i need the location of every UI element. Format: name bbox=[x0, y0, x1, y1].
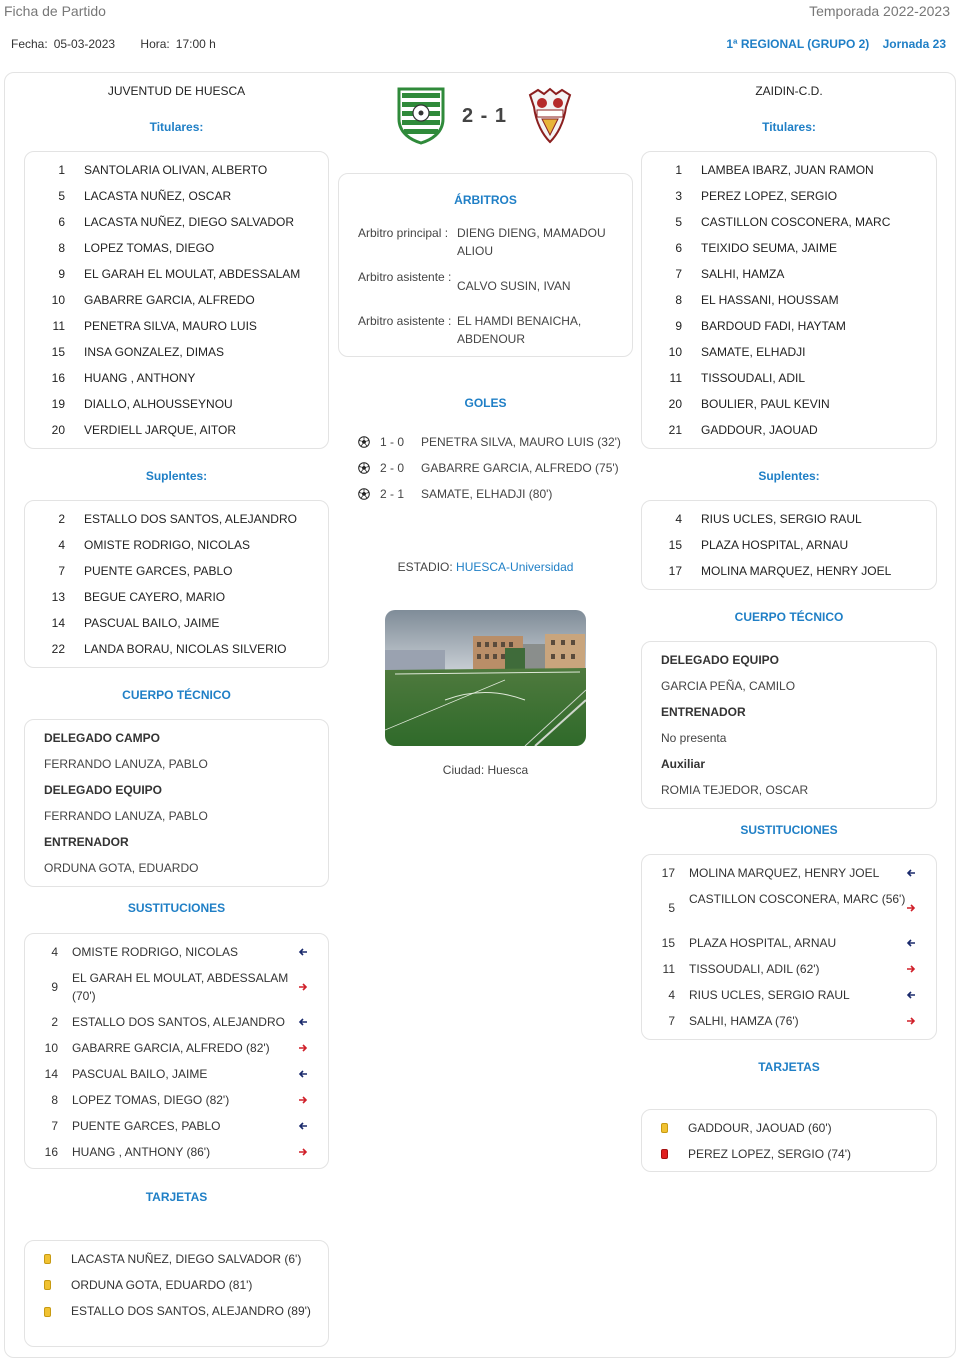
yellow-card-icon bbox=[661, 1123, 668, 1133]
player-name: SAMATE, ELHADJI bbox=[701, 345, 806, 359]
player-row bbox=[642, 506, 936, 532]
arrow-left-icon bbox=[298, 1121, 308, 1131]
player-name: HUANG , ANTHONY (86') bbox=[72, 1145, 211, 1159]
arrow-right-icon bbox=[298, 1147, 308, 1157]
yellow-card-icon bbox=[44, 1307, 51, 1317]
player-number: 3 bbox=[675, 189, 682, 203]
player-number: 4 bbox=[58, 538, 65, 552]
player-number: 5 bbox=[58, 189, 65, 203]
player-row bbox=[25, 391, 328, 417]
player-name: TISSOUDALI, ADIL (62') bbox=[689, 962, 820, 976]
player-number: 17 bbox=[668, 564, 682, 578]
player-number: 11 bbox=[662, 962, 675, 976]
staff-role: DELEGADO EQUIPO bbox=[44, 783, 163, 797]
player-number: 21 bbox=[668, 423, 682, 437]
player-number: 7 bbox=[58, 564, 65, 578]
player-name: GABARRE GARCIA, ALFREDO (82') bbox=[72, 1041, 270, 1055]
arrow-right-icon bbox=[906, 964, 916, 974]
player-row bbox=[25, 610, 328, 636]
player-name: LAMBEA IBARZ, JUAN RAMON bbox=[701, 163, 874, 177]
away-substitutions-list bbox=[641, 854, 937, 1040]
substitution-row bbox=[642, 930, 936, 956]
date-label: Fecha: bbox=[11, 37, 48, 51]
home-subs-list bbox=[24, 500, 329, 668]
season-label: Temporada 2022-2023 bbox=[809, 3, 950, 19]
staff-role: DELEGADO CAMPO bbox=[44, 731, 161, 745]
match-info-bar bbox=[11, 37, 946, 53]
player-row bbox=[25, 261, 328, 287]
staff-member: ORDUNA GOTA, EDUARDO bbox=[44, 861, 199, 875]
referee-row bbox=[358, 224, 622, 264]
player-number: 14 bbox=[51, 616, 65, 630]
player-name: VERDIELL JARQUE, AITOR bbox=[84, 423, 237, 437]
goals-list bbox=[338, 429, 633, 509]
substitution-row bbox=[25, 1139, 328, 1165]
staff-role: ENTRENADOR bbox=[44, 835, 129, 849]
player-row bbox=[642, 339, 936, 365]
substitution-row bbox=[25, 1035, 328, 1061]
card-row bbox=[642, 1115, 936, 1141]
yellow-card-icon bbox=[44, 1280, 51, 1290]
player-number: 7 bbox=[668, 1014, 675, 1028]
away-starters-title: Titulares: bbox=[762, 120, 816, 134]
player-number: 4 bbox=[51, 945, 58, 959]
away-cards-title: TARJETAS bbox=[758, 1060, 820, 1074]
yellow-card-icon bbox=[44, 1254, 51, 1264]
home-cards-list bbox=[24, 1240, 329, 1347]
player-number: 11 bbox=[669, 371, 682, 385]
player-name: INSA GONZALEZ, DIMAS bbox=[84, 345, 225, 359]
player-name: DIALLO, ALHOUSSEYNOU bbox=[84, 397, 233, 411]
player-row bbox=[642, 532, 936, 558]
referee-name: EL HAMDI BENAICHA, ABDENOUR bbox=[457, 314, 582, 346]
player-row bbox=[25, 157, 328, 183]
player-row bbox=[642, 209, 936, 235]
player-name: TISSOUDALI, ADIL bbox=[701, 371, 806, 385]
player-name: ESTALLO DOS SANTOS, ALEJANDRO bbox=[72, 1015, 285, 1029]
player-row bbox=[25, 235, 328, 261]
player-number: 19 bbox=[51, 397, 65, 411]
staff-member: FERRANDO LANUZA, PABLO bbox=[44, 757, 208, 771]
player-name: PLAZA HOSPITAL, ARNAU bbox=[701, 538, 849, 552]
player-row bbox=[25, 313, 328, 339]
staff-member: No presenta bbox=[661, 731, 727, 745]
staff-member: GARCIA PEÑA, CAMILO bbox=[661, 679, 796, 693]
substitution-row bbox=[642, 1008, 936, 1034]
player-row bbox=[25, 287, 328, 313]
player-name: ESTALLO DOS SANTOS, ALEJANDRO (89') bbox=[71, 1304, 311, 1318]
arrow-right-icon bbox=[298, 1043, 308, 1053]
substitution-row bbox=[25, 1087, 328, 1113]
home-team-name: JUVENTUD DE HUESCA bbox=[107, 84, 246, 98]
stadium-label: ESTADIO: bbox=[397, 560, 453, 574]
referee-role: Arbitro principal : bbox=[358, 226, 449, 240]
player-number: 20 bbox=[668, 397, 682, 411]
stadium-link[interactable]: HUESCA-Universidad bbox=[456, 560, 574, 574]
substitution-row bbox=[642, 982, 936, 1008]
player-row bbox=[642, 313, 936, 339]
player-number: 7 bbox=[51, 1119, 58, 1133]
substitution-row bbox=[25, 1061, 328, 1087]
player-name: PASCUAL BAILO, JAIME bbox=[72, 1067, 208, 1081]
player-number: 6 bbox=[675, 241, 682, 255]
referee-role: Arbitro asistente : bbox=[358, 270, 452, 284]
arrow-right-icon bbox=[298, 1095, 308, 1105]
match-center-column bbox=[338, 73, 633, 1353]
player-number: 20 bbox=[51, 423, 65, 437]
card-row bbox=[642, 1141, 936, 1167]
match-time: 17:00 h bbox=[175, 37, 216, 51]
home-subs-title: Suplentes: bbox=[145, 469, 208, 483]
player-name: LOPEZ TOMAS, DIEGO (82') bbox=[72, 1093, 230, 1107]
home-substitutions-title: SUSTITUCIONES bbox=[127, 901, 226, 915]
player-name: RIUS UCLES, SERGIO RAUL bbox=[689, 988, 850, 1002]
arrow-right-icon bbox=[906, 903, 916, 913]
referee-row bbox=[358, 312, 622, 352]
page-title: Ficha de Partido bbox=[4, 3, 106, 19]
player-name: CASTILLON COSCONERA, MARC bbox=[701, 215, 891, 229]
arrow-left-icon bbox=[906, 938, 916, 948]
player-number: 22 bbox=[51, 642, 65, 656]
player-name: LACASTA NUÑEZ, OSCAR bbox=[84, 189, 232, 203]
player-row bbox=[642, 391, 936, 417]
goal-scorer: SAMATE, ELHADJI (80') bbox=[421, 487, 553, 501]
substitution-row bbox=[642, 860, 936, 886]
player-number: 17 bbox=[661, 866, 675, 880]
player-name: MOLINA MARQUEZ, HENRY JOEL bbox=[701, 564, 892, 578]
player-row bbox=[25, 339, 328, 365]
player-number: 2 bbox=[58, 512, 65, 526]
home-team-crest-icon bbox=[395, 85, 447, 145]
substitution-row bbox=[25, 1113, 328, 1139]
page-header bbox=[4, 3, 950, 21]
arrow-right-icon bbox=[298, 982, 308, 992]
substitution-row bbox=[642, 956, 936, 982]
arrow-right-icon bbox=[906, 1016, 916, 1026]
player-name: CASTILLON COSCONERA, MARC (56') bbox=[689, 892, 906, 906]
player-name: ORDUNA GOTA, EDUARDO (81') bbox=[71, 1278, 253, 1292]
away-substitutions-title: SUSTITUCIONES bbox=[740, 823, 838, 837]
player-row bbox=[25, 209, 328, 235]
player-number: 9 bbox=[675, 319, 682, 333]
player-row bbox=[642, 261, 936, 287]
home-cards-title: TARJETAS bbox=[145, 1190, 208, 1204]
player-name: PUENTE GARCES, PABLO bbox=[84, 564, 233, 578]
player-name: PASCUAL BAILO, JAIME bbox=[84, 616, 220, 630]
player-row bbox=[25, 365, 328, 391]
player-row bbox=[25, 506, 328, 532]
arrow-left-icon bbox=[298, 947, 308, 957]
substitution-row bbox=[25, 965, 328, 1009]
player-name: BOULIER, PAUL KEVIN bbox=[701, 397, 830, 411]
away-starters-list bbox=[641, 151, 937, 449]
away-team-crest-icon bbox=[524, 85, 576, 145]
away-subs-title: Suplentes: bbox=[758, 469, 820, 483]
referee-name: CALVO SUSIN, IVAN bbox=[457, 279, 571, 293]
player-number: 8 bbox=[675, 293, 682, 307]
player-number: 1 bbox=[58, 163, 65, 177]
arrow-left-icon bbox=[906, 868, 916, 878]
player-name: PEREZ LOPEZ, SERGIO (74') bbox=[688, 1147, 851, 1161]
player-number: 7 bbox=[675, 267, 682, 281]
home-team-column bbox=[24, 73, 329, 1353]
player-name: OMISTE RODRIGO, NICOLAS bbox=[72, 945, 239, 959]
substitution-row bbox=[25, 1009, 328, 1035]
player-name: EL GARAH EL MOULAT, ABDESSALAM bbox=[84, 267, 301, 281]
goal-score: 2 - 1 bbox=[380, 487, 405, 501]
player-number: 5 bbox=[668, 901, 675, 915]
player-number: 2 bbox=[51, 1015, 58, 1029]
player-name: GABARRE GARCIA, ALFREDO bbox=[84, 293, 255, 307]
player-number: 10 bbox=[668, 345, 682, 359]
final-score: 2 - 1 bbox=[462, 105, 508, 127]
player-name: ESTALLO DOS SANTOS, ALEJANDRO bbox=[84, 512, 297, 526]
round-link[interactable]: Jornada 23 bbox=[882, 37, 946, 51]
arrow-left-icon bbox=[298, 1017, 308, 1027]
soccer-ball-icon bbox=[358, 462, 370, 474]
player-number: 6 bbox=[58, 215, 65, 229]
away-subs-list bbox=[641, 500, 937, 590]
player-name: SANTOLARIA OLIVAN, ALBERTO bbox=[84, 163, 268, 177]
player-number: 16 bbox=[51, 371, 65, 385]
player-name: LANDA BORAU, NICOLAS SILVERIO bbox=[84, 642, 287, 656]
card-row bbox=[25, 1298, 328, 1342]
player-number: 15 bbox=[51, 345, 65, 359]
substitution-row bbox=[642, 886, 936, 930]
player-row bbox=[642, 558, 936, 584]
city-label: Ciudad: Huesca bbox=[442, 763, 529, 777]
player-name: OMISTE RODRIGO, NICOLAS bbox=[84, 538, 251, 552]
referee-name: DIENG DIENG, MAMADOU ALIOU bbox=[457, 226, 606, 258]
player-name: LACASTA NUÑEZ, DIEGO SALVADOR bbox=[84, 215, 295, 229]
player-name: GADDOUR, JAOUAD (60') bbox=[688, 1121, 832, 1135]
player-number: 13 bbox=[51, 590, 65, 604]
away-staff-list bbox=[641, 641, 937, 809]
goal-score: 2 - 0 bbox=[380, 461, 405, 475]
player-name: PUENTE GARCES, PABLO bbox=[72, 1119, 221, 1133]
player-number: 14 bbox=[44, 1067, 58, 1081]
home-substitutions-list bbox=[24, 933, 329, 1169]
staff-member: FERRANDO LANUZA, PABLO bbox=[44, 809, 208, 823]
player-number: 1 bbox=[675, 163, 682, 177]
staff-role: DELEGADO EQUIPO bbox=[661, 653, 780, 667]
player-name: PEREZ LOPEZ, SERGIO bbox=[701, 189, 838, 203]
home-staff-list bbox=[24, 719, 329, 887]
substitution-row bbox=[25, 939, 328, 965]
stadium-photo bbox=[385, 610, 586, 746]
match-date: 05-03-2023 bbox=[53, 37, 116, 51]
player-number: 10 bbox=[51, 293, 65, 307]
goal-scorer: PENETRA SILVA, MAURO LUIS (32') bbox=[421, 435, 621, 449]
staff-member: ROMIA TEJEDOR, OSCAR bbox=[661, 783, 809, 797]
match-sheet bbox=[4, 72, 956, 1358]
home-starters-list bbox=[24, 151, 329, 449]
player-row bbox=[25, 636, 328, 662]
player-row bbox=[642, 183, 936, 209]
stadium-info bbox=[338, 560, 633, 574]
goal-scorer: GABARRE GARCIA, ALFREDO (75') bbox=[421, 461, 619, 475]
player-name: SALHI, HAMZA (76') bbox=[689, 1014, 799, 1028]
player-number: 4 bbox=[675, 512, 682, 526]
goal-score: 1 - 0 bbox=[380, 435, 405, 449]
card-row bbox=[25, 1246, 328, 1272]
match-datetime bbox=[11, 37, 222, 51]
arrow-left-icon bbox=[906, 990, 916, 1000]
player-name: MOLINA MARQUEZ, HENRY JOEL bbox=[689, 866, 880, 880]
player-row bbox=[642, 235, 936, 261]
player-row bbox=[25, 417, 328, 443]
time-label: Hora: bbox=[140, 37, 170, 51]
player-number: 16 bbox=[44, 1145, 58, 1159]
competition-link[interactable]: 1ª REGIONAL (GRUPO 2) bbox=[726, 37, 870, 51]
player-name: GADDOUR, JAOUAD bbox=[701, 423, 818, 437]
player-number: 15 bbox=[668, 538, 682, 552]
player-row bbox=[642, 287, 936, 313]
player-name: PENETRA SILVA, MAURO LUIS bbox=[84, 319, 257, 333]
player-row bbox=[642, 157, 936, 183]
player-number: 11 bbox=[52, 319, 65, 333]
player-number: 10 bbox=[44, 1041, 58, 1055]
soccer-ball-icon bbox=[358, 436, 370, 448]
away-team-name: ZAIDIN-C.D. bbox=[755, 84, 823, 98]
referee-row bbox=[358, 268, 622, 308]
player-row bbox=[25, 584, 328, 610]
competition-info bbox=[716, 37, 946, 51]
away-team-column bbox=[641, 73, 937, 1353]
referees-panel bbox=[338, 173, 633, 357]
staff-role: Auxiliar bbox=[661, 757, 706, 771]
player-name: BARDOUD FADI, HAYTAM bbox=[701, 319, 846, 333]
card-row bbox=[25, 1272, 328, 1298]
arrow-left-icon bbox=[298, 1069, 308, 1079]
player-name: LACASTA NUÑEZ, DIEGO SALVADOR (6') bbox=[71, 1252, 302, 1266]
player-number: 8 bbox=[58, 241, 65, 255]
player-number: 9 bbox=[51, 980, 58, 994]
player-row bbox=[25, 532, 328, 558]
goals-title: GOLES bbox=[464, 396, 507, 410]
player-number: 9 bbox=[58, 267, 65, 281]
home-starters-title: Titulares: bbox=[149, 120, 204, 134]
player-name: BEGUE CAYERO, MARIO bbox=[84, 590, 226, 604]
player-row bbox=[25, 183, 328, 209]
player-name: LOPEZ TOMAS, DIEGO bbox=[84, 241, 215, 255]
player-row bbox=[642, 417, 936, 443]
player-number: 15 bbox=[661, 936, 675, 950]
player-name: EL HASSANI, HOUSSAM bbox=[701, 293, 839, 307]
home-staff-title: CUERPO TÉCNICO bbox=[122, 688, 231, 702]
player-row bbox=[25, 558, 328, 584]
referee-role: Arbitro asistente : bbox=[358, 314, 452, 328]
player-name: PLAZA HOSPITAL, ARNAU bbox=[689, 936, 837, 950]
player-name: EL GARAH EL MOULAT, ABDESSALAM (70') bbox=[72, 971, 289, 1003]
player-row bbox=[642, 365, 936, 391]
away-cards-list bbox=[641, 1109, 937, 1172]
player-number: 5 bbox=[675, 215, 682, 229]
away-staff-title: CUERPO TÉCNICO bbox=[734, 610, 844, 624]
player-number: 8 bbox=[51, 1093, 58, 1107]
player-name: RIUS UCLES, SERGIO RAUL bbox=[701, 512, 862, 526]
player-name: HUANG , ANTHONY bbox=[84, 371, 196, 385]
soccer-ball-icon bbox=[358, 488, 370, 500]
player-name: TEIXIDO SEUMA, JAIME bbox=[701, 241, 838, 255]
player-name: SALHI, HAMZA bbox=[701, 267, 785, 281]
referees-title: ÁRBITROS bbox=[454, 193, 517, 207]
player-number: 4 bbox=[668, 988, 675, 1002]
staff-role: ENTRENADOR bbox=[661, 705, 746, 719]
red-card-icon bbox=[661, 1149, 668, 1159]
